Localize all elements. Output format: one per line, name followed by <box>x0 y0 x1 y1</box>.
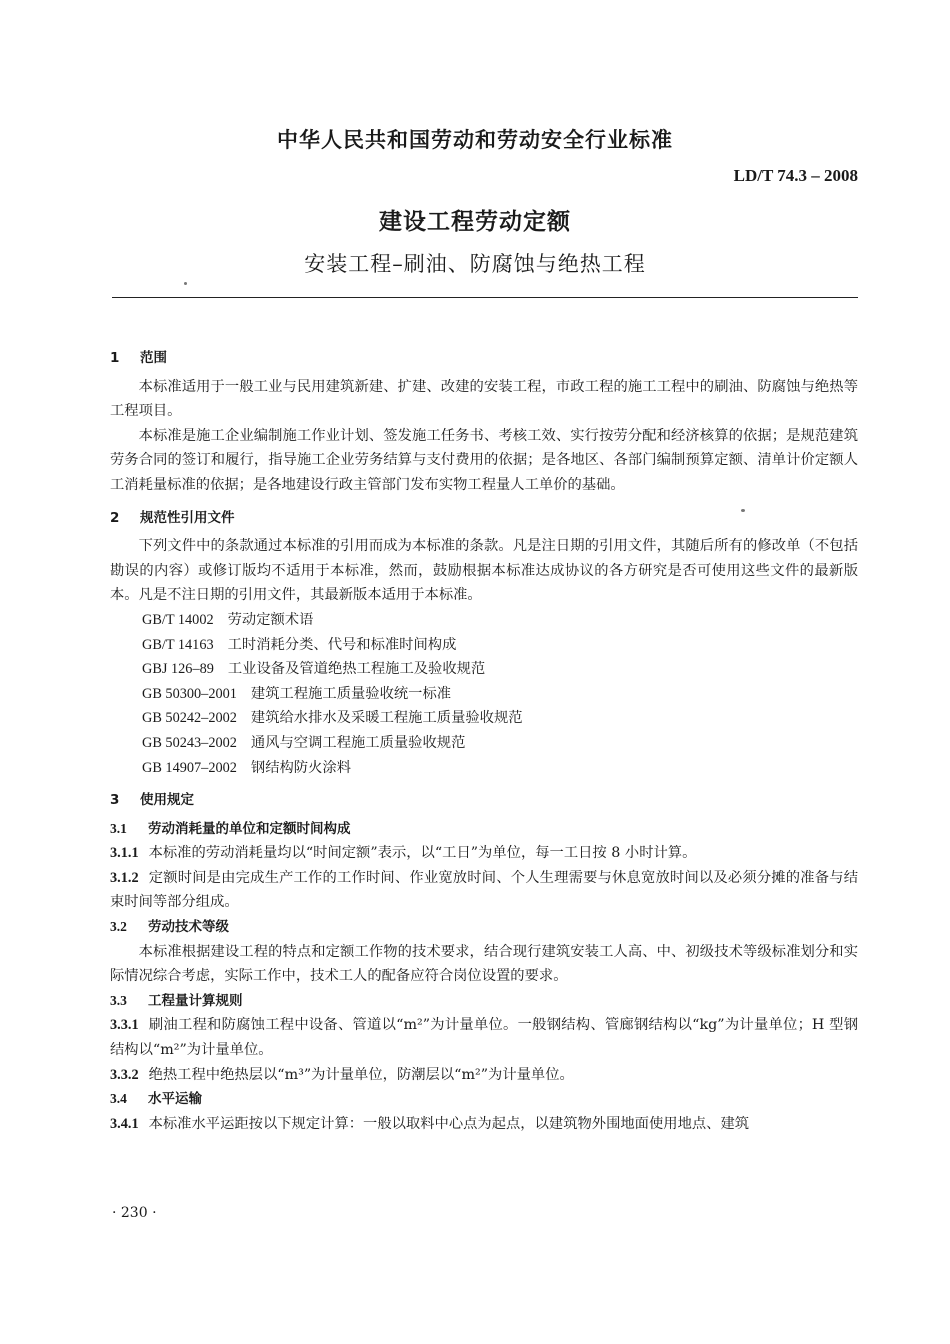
section-3-2-paragraph: 本标准根据建设工程的特点和定额工作物的技术要求，结合现行建筑安装工人高、中、初级技术等级标准划分和实际情况综合考虑，实际工作中，技术工人的配备应符合岗位设置的要求。 <box>110 943 858 985</box>
reference-item: GB 50243–2002 通风与空调工程施工质量验收规范 <box>142 734 466 751</box>
page-number: · 230 · <box>112 1205 157 1221</box>
section-2-heading: 2 规范性引用文件 <box>110 509 235 526</box>
clause-3-1-2: 3.1.2 定额时间是由完成生产工作的工作时间、作业宽放时间、个人生理需要与休息宽放时间以及必须分摊的准备与结束时间等部分组成。 <box>110 869 858 911</box>
reference-item: GB 50300–2001 建筑工程施工质量验收统一标准 <box>142 685 452 702</box>
section-1-heading: 1 范围 <box>110 350 167 366</box>
scan-speck <box>184 282 187 285</box>
section-3-4-heading: 3.4 水平运输 <box>110 1091 202 1108</box>
scan-speck <box>741 509 745 512</box>
header-divider <box>112 297 858 298</box>
section-1-paragraph-2: 本标准是施工企业编制施工作业计划、签发施工任务书、考核工效、实行按劳分配和经济核算的依据；是规范建筑劳务合同的签订和履行，指导施工企业劳务结算与支付费用的依据；是各地区、各部门编制预算定额、清单计价定额人工消耗量标准的依据；是各地建设行政主管部门发布实物工程量人工单价的基础。 <box>110 427 858 493</box>
reference-item: GB 50242–2002 建筑给水排水及采暖工程施工质量验收规范 <box>142 710 523 727</box>
reference-item: GBJ 126–89 工业设备及管道绝热工程施工及验收规范 <box>142 661 486 678</box>
section-2-paragraph-1: 下列文件中的条款通过本标准的引用而成为本标准的条款。凡是注日期的引用文件，其随后所有的修改单（不包括勘误的内容）或修订版均不适用于本标准，然而，鼓励根据本标准达成协议的各方研究是否可使用这些文件的最新版本。凡是不注日期的引用文件，其最新版本适用于本标准。 <box>110 538 858 604</box>
section-3-2-heading: 3.2 劳动技术等级 <box>110 919 229 936</box>
section-3-heading: 3 使用规定 <box>110 792 194 809</box>
section-1-paragraph-1: 本标准适用于一般工业与民用建筑新建、扩建、改建的安装工程，市政工程的施工工程中的刷油、防腐蚀与绝热等工程项目。 <box>110 378 858 420</box>
reference-list <box>110 608 858 780</box>
reference-item: GB 14907–2002 钢结构防火涂料 <box>142 759 351 776</box>
clause-3-4-1: 3.4.1 本标准水平运距按以下规定计算：一般以取料中心点为起点，以建筑物外围地面使用地点、建筑 <box>110 1115 750 1132</box>
standard-code: LD/T 74.3 – 2008 <box>733 166 858 185</box>
section-3-1-heading: 3.1 劳动消耗量的单位和定额时间构成 <box>110 820 351 837</box>
reference-item: GB/T 14163 工时消耗分类、代号和标准时间构成 <box>142 636 457 653</box>
standard-type-heading: 中华人民共和国劳动和劳动安全行业标准 <box>277 128 673 152</box>
clause-3-1-1: 3.1.1 本标准的劳动消耗量均以“时间定额”表示，以“工日”为单位，每一工日按 8 小时计算。 <box>110 845 697 862</box>
clause-3-3-2: 3.3.2 绝热工程中绝热层以“m³”为计量单位，防潮层以“m²”为计量单位。 <box>110 1066 574 1083</box>
document-subtitle: 安装工程–刷油、防腐蚀与绝热工程 <box>304 252 646 276</box>
document-body <box>110 340 858 1136</box>
section-3-3-heading: 3.3 工程量计算规则 <box>110 992 243 1009</box>
clause-3-3-1: 3.3.1 刷油工程和防腐蚀工程中设备、管道以“m²”为计量单位。一般钢结构、管廊钢结构以“kg”为计量单位；H 型钢结构以“m²”为计量单位。 <box>110 1017 858 1059</box>
document-title: 建设工程劳动定额 <box>379 209 571 235</box>
reference-item: GB/T 14002 劳动定额术语 <box>142 611 314 628</box>
